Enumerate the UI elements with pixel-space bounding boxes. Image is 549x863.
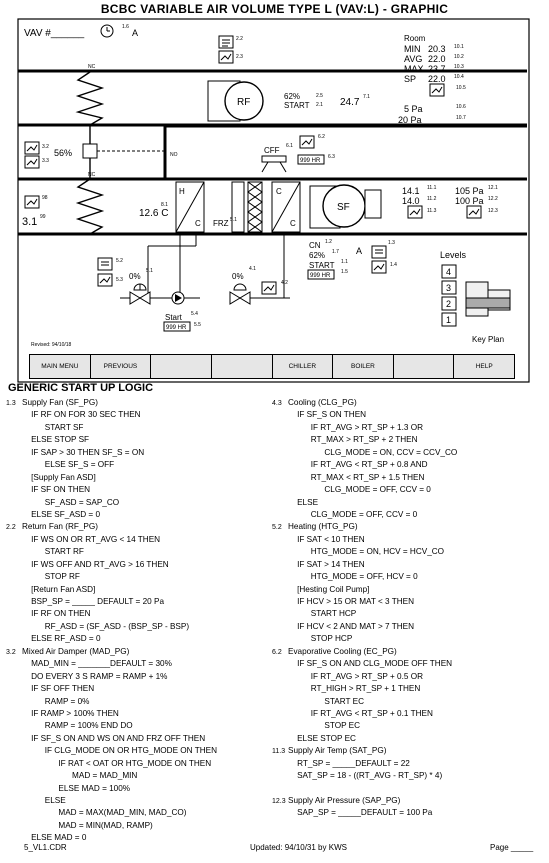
- svg-text:11.1: 11.1: [427, 185, 437, 191]
- svg-text:22.0: 22.0: [428, 74, 446, 84]
- room-heading: Room: [404, 34, 426, 43]
- logic-line-text: CLG_MODE = OFF, CCV = 0: [288, 509, 418, 519]
- cff-trend-box[interactable]: [300, 136, 314, 148]
- cn-status: START: [309, 261, 335, 270]
- svg-text:5.2: 5.2: [116, 258, 123, 264]
- logic-line: [6, 472, 217, 484]
- logic-line-text: IF SAP > 30 THEN SF_S = ON: [22, 447, 145, 457]
- svg-text:2.5: 2.5: [316, 93, 323, 99]
- logic-line: [6, 733, 217, 745]
- return-fan[interactable]: [208, 81, 263, 121]
- logic-line-text: IF WS OFF AND RT_AVG > 16 THEN: [22, 559, 169, 569]
- footer-page: Page _____: [490, 843, 534, 852]
- svg-text:10.7: 10.7: [456, 115, 466, 121]
- logic-title: GENERIC START UP LOGIC: [8, 382, 154, 394]
- logic-line: [272, 584, 457, 596]
- svg-text:12.1: 12.1: [488, 185, 498, 191]
- help-button[interactable]: HELP: [475, 363, 493, 370]
- logic-line: [272, 621, 457, 633]
- logic-line-text: IF SAT < 10 THEN: [288, 534, 365, 544]
- logic-line: [6, 783, 217, 795]
- logic-line: [6, 509, 217, 521]
- key-plan-map[interactable]: [466, 282, 510, 316]
- logic-line-number: 6.2: [272, 648, 282, 656]
- logic-line-text: ELSE MAD = 0: [22, 833, 87, 843]
- logic-line-text: Mixed Air Damper (MAD_PG): [22, 646, 130, 656]
- svg-text:1.1: 1.1: [341, 259, 348, 265]
- filter-bank: [232, 182, 262, 232]
- sat-2: 14.0: [402, 196, 420, 206]
- svg-text:1.2: 1.2: [325, 239, 332, 245]
- levels-heading: Levels: [440, 250, 467, 260]
- svg-text:6.3: 6.3: [328, 154, 335, 160]
- cff-hours: 999 HR: [300, 158, 321, 164]
- logic-line-text: MAD = MAX(MAD_MIN, MAD_CO): [22, 808, 187, 818]
- logic-line-text: STOP RF: [22, 572, 80, 582]
- heating-valve-percent: 0%: [129, 272, 141, 281]
- logic-line-text: START EC: [288, 696, 364, 706]
- logic-line-text: IF SF OFF THEN: [22, 684, 95, 694]
- room-readouts: [404, 44, 464, 84]
- logic-line: [272, 497, 457, 509]
- logic-line: [6, 447, 217, 459]
- logic-line: [6, 696, 217, 708]
- logic-line-text: Evaporative Cooling (EC_PG): [288, 646, 397, 656]
- level-2: 2: [446, 299, 452, 309]
- chiller-button[interactable]: CHILLER: [273, 355, 334, 378]
- svg-text:23.7: 23.7: [428, 64, 446, 74]
- logic-line: [272, 807, 457, 819]
- logic-line: [272, 571, 457, 583]
- logic-left-column: [6, 397, 217, 845]
- footer-filename: 5_VL1.CDR: [24, 843, 67, 852]
- previous-button[interactable]: PREVIOUS: [91, 355, 152, 378]
- svg-text:MIN: MIN: [404, 44, 421, 54]
- logic-line-text: SAT_SP = 18 - ((RT_AVG - RT_SP) * 4): [288, 771, 443, 781]
- logic-line-text: IF RF ON THEN: [22, 609, 91, 619]
- svg-text:11.2: 11.2: [427, 196, 437, 202]
- logic-line: [272, 397, 457, 409]
- logic-line: [6, 571, 217, 583]
- logic-line: [272, 795, 457, 807]
- boiler-button[interactable]: BOILER: [333, 355, 394, 378]
- menu-blank-button-2[interactable]: [212, 355, 273, 378]
- svg-text:12.3: 12.3: [488, 208, 498, 214]
- logic-line-number: 11.3: [272, 748, 286, 756]
- logic-line: [6, 683, 217, 695]
- svg-text:12.2: 12.2: [488, 196, 498, 202]
- svg-text:1.7: 1.7: [332, 249, 339, 255]
- logic-line-text: IF RAT < OAT OR HTG_MODE ON THEN: [22, 758, 212, 768]
- svg-text:C: C: [195, 219, 201, 228]
- logic-line-text: RF_ASD = (SF_ASD - (BSP_SP - BSP): [22, 621, 190, 631]
- svg-text:1.3: 1.3: [388, 240, 395, 246]
- svg-text:C: C: [290, 219, 296, 228]
- logic-line-text: IF SAT > 14 THEN: [288, 559, 365, 569]
- logic-line-text: Supply Air Temp (SAT_PG): [288, 746, 387, 756]
- svg-text:11.3: 11.3: [427, 208, 437, 214]
- svg-text:1.5: 1.5: [341, 269, 348, 275]
- logic-line-text: MAD = MAD_MIN: [22, 771, 138, 781]
- logic-line-text: Supply Fan (SF_PG): [22, 398, 98, 407]
- logic-line: [272, 646, 457, 658]
- logic-line-text: RT_SP = _____DEFAULT = 22: [288, 758, 410, 768]
- logic-line-text: BSP_SP = _____ DEFAULT = 20 Pa: [22, 597, 165, 606]
- sat-1: 14.1: [402, 186, 420, 196]
- sf-label: SF: [337, 202, 350, 213]
- level-3: 3: [446, 283, 452, 293]
- sap-2: 100 Pa: [455, 196, 484, 206]
- logic-line: [6, 608, 217, 620]
- logic-line: [6, 534, 217, 546]
- footer-updated: Updated: 94/10/31 by KWS: [250, 843, 347, 852]
- menu-blank-button-3[interactable]: [394, 355, 455, 378]
- svg-text:10.2: 10.2: [454, 54, 464, 60]
- logic-line-text: Return Fan (RF_PG): [22, 522, 98, 532]
- logic-line-text: CLG_MODE = ON, CCV = CCV_CO: [288, 447, 458, 457]
- damper-actuator[interactable]: [83, 144, 97, 158]
- logic-line: [6, 646, 217, 658]
- damper-percent: 56%: [54, 148, 73, 158]
- logic-line-text: MAD_MIN = _______DEFAULT = 30%: [22, 659, 172, 669]
- rf-label: RF: [237, 97, 251, 108]
- logic-right-column: [272, 397, 457, 820]
- sap-1: 105 Pa: [455, 186, 484, 196]
- logic-line-text: IF SF_S ON AND WS ON AND FRZ OFF THEN: [22, 733, 206, 743]
- logic-line: [272, 733, 457, 745]
- logic-line-text: START RF: [22, 547, 84, 557]
- logic-line-text: IF SF ON THEN: [22, 485, 91, 495]
- svg-text:10.6: 10.6: [456, 104, 466, 110]
- logic-line-text: Heating (HTG_PG): [288, 522, 358, 532]
- logic-line-text: START HCP: [288, 609, 357, 619]
- svg-text:2.3: 2.3: [236, 54, 243, 60]
- logic-line: [272, 459, 457, 471]
- logic-line: [6, 546, 217, 558]
- logic-line: [272, 546, 457, 558]
- logic-line: [272, 434, 457, 446]
- cn-hours: 999 HR: [310, 273, 331, 279]
- room-trend-box[interactable]: [430, 84, 444, 96]
- logic-line: [6, 484, 217, 496]
- logic-line: [6, 807, 217, 819]
- logic-line-text: ELSE RF_ASD = 0: [22, 634, 101, 644]
- logic-line-text: START SF: [22, 422, 84, 432]
- menu-bar: [29, 354, 515, 379]
- svg-text:MAX: MAX: [404, 64, 424, 74]
- damper-trend-box[interactable]: [25, 142, 39, 168]
- svg-text:22.0: 22.0: [428, 54, 446, 64]
- logic-line: [6, 758, 217, 770]
- logic-line: [6, 621, 217, 633]
- logic-line: [272, 683, 457, 695]
- logic-line: [272, 745, 457, 757]
- logic-line: [6, 720, 217, 732]
- svg-text:5.4: 5.4: [191, 311, 198, 317]
- logic-line: [6, 521, 217, 533]
- svg-text:5.5: 5.5: [194, 322, 201, 328]
- logic-line: [6, 820, 217, 832]
- logic-line-text: IF RT_AVG > RT_SP + 1.3 OR: [288, 422, 423, 432]
- svg-text:4.2: 4.2: [281, 280, 288, 286]
- pump-icon[interactable]: [172, 292, 184, 304]
- logic-line: [272, 422, 457, 434]
- logic-line-text: IF RF ON FOR 30 SEC THEN: [22, 410, 141, 420]
- rf-schedule-box[interactable]: [219, 36, 233, 63]
- logic-line: [6, 497, 217, 509]
- logic-line: [272, 447, 457, 459]
- logic-line: [272, 534, 457, 546]
- logic-line: [6, 596, 217, 608]
- rf-status: START: [284, 101, 310, 110]
- logic-line: [6, 459, 217, 471]
- logic-line-text: IF SF_S ON THEN: [288, 410, 367, 420]
- rf-speed: 62%: [284, 92, 301, 101]
- logic-line-text: IF SF_S ON AND CLG_MODE OFF THEN: [288, 659, 453, 669]
- svg-text:1.6: 1.6: [122, 24, 129, 30]
- svg-text:5.3: 5.3: [116, 277, 123, 283]
- svg-text:8.1: 8.1: [161, 202, 168, 208]
- heating-valve[interactable]: [130, 284, 150, 304]
- svg-text:10.4: 10.4: [454, 74, 464, 80]
- logic-line: [272, 783, 457, 795]
- svg-text:2.1: 2.1: [316, 102, 323, 108]
- svg-text:AVG: AVG: [404, 54, 423, 64]
- logic-line-text: Supply Air Pressure (SAP_PG): [288, 796, 401, 805]
- logic-line: [6, 795, 217, 807]
- cn-speed: 62%: [309, 251, 326, 260]
- logic-line-number: 4.3: [272, 400, 282, 407]
- logic-line: [272, 509, 457, 521]
- svg-text:1.4: 1.4: [390, 262, 397, 268]
- level-1: 1: [446, 315, 452, 325]
- vav-label: VAV #______: [24, 28, 85, 39]
- svg-text:4.1: 4.1: [249, 266, 256, 272]
- logic-line: [6, 708, 217, 720]
- logic-line-text: IF RT_AVG < RT_SP + 0.1 THEN: [288, 708, 433, 718]
- nc-top-label: NC: [88, 64, 96, 70]
- logic-line: [6, 397, 217, 409]
- logic-line-text: ELSE SF_ASD = 0: [22, 509, 101, 519]
- cn-boxes[interactable]: [372, 246, 386, 273]
- logic-line-number: 12.3: [272, 798, 286, 805]
- logic-line-text: IF HCV > 15 OR MAT < 3 THEN: [288, 597, 415, 606]
- logic-line-text: ELSE STOP EC: [288, 733, 356, 743]
- logic-line-number: 5.2: [272, 524, 282, 532]
- key-plan-label: Key Plan: [472, 335, 505, 344]
- oa-trend-box[interactable]: [25, 196, 39, 208]
- svg-text:10.1: 10.1: [454, 44, 464, 50]
- logic-line: [272, 596, 457, 608]
- heating-valve-boxes[interactable]: [98, 258, 112, 286]
- cooling-valve[interactable]: [230, 284, 250, 304]
- sap-trend-box[interactable]: [467, 206, 481, 218]
- logic-line-text: RT_MAX < RT_SP + 1.5 THEN: [288, 472, 425, 482]
- logic-line-text: HTG_MODE = ON, HCV = HCV_CO: [288, 547, 445, 557]
- logic-line-number: 3.2: [6, 648, 16, 656]
- logic-line-text: DO EVERY 3 S RAMP = RAMP + 1%: [22, 671, 168, 681]
- logic-line-text: Cooling (CLG_PG): [288, 398, 357, 407]
- svg-text:10.3: 10.3: [454, 64, 464, 70]
- svg-text:5.1: 5.1: [230, 217, 237, 223]
- svg-text:3.3: 3.3: [42, 158, 49, 164]
- logic-line: [272, 521, 457, 533]
- logic-line-text: [Hesting Coil Pump]: [288, 584, 370, 594]
- logic-line-text: SF_ASD = SAP_CO: [22, 497, 120, 507]
- svg-text:SP: SP: [404, 74, 417, 84]
- logic-line-text: IF WS ON OR RT_AVG < 14 THEN: [22, 534, 161, 544]
- clock-mode: A: [132, 28, 139, 38]
- logic-line: [6, 559, 217, 571]
- logic-line-text: RT_HIGH > RT_SP + 1 THEN: [288, 684, 421, 694]
- svg-text:20.3: 20.3: [428, 44, 446, 54]
- oa-value: 3.1: [22, 216, 38, 228]
- logic-line-text: MAD = MIN(MAD, RAMP): [22, 820, 153, 830]
- level-4: 4: [446, 267, 452, 277]
- logic-line: [272, 658, 457, 670]
- logic-line: [272, 484, 457, 496]
- svg-text:98: 98: [42, 195, 48, 201]
- main-menu-button[interactable]: MAIN MENU: [30, 355, 91, 378]
- frz-label: FRZ: [213, 219, 229, 228]
- mixed-temp: 12.6 C: [139, 208, 169, 219]
- logic-line-text: HTG_MODE = OFF, HCV = 0: [288, 572, 418, 582]
- logic-line-text: STOP HCP: [288, 634, 353, 644]
- room-pressure-1: 5 Pa: [404, 104, 423, 114]
- svg-text:C: C: [276, 187, 282, 196]
- svg-text:H: H: [179, 187, 185, 196]
- logic-line-text: ELSE MAD = 100%: [22, 783, 131, 793]
- no-label: NO: [170, 152, 178, 158]
- logic-line-text: ELSE: [22, 796, 66, 805]
- logic-line-text: STOP EC: [288, 721, 361, 731]
- logic-line-text: IF RT_AVG > RT_SP + 0.5 OR: [288, 671, 423, 681]
- logic-line-text: RAMP = 100% END DO: [22, 721, 133, 731]
- clock-icon[interactable]: [101, 25, 113, 37]
- logic-line: [272, 708, 457, 720]
- logic-line: [272, 409, 457, 421]
- logic-line: [272, 633, 457, 645]
- logic-line-text: SAP_SP = _____DEFAULT = 100 Pa: [288, 808, 433, 818]
- svg-text:7.1: 7.1: [363, 94, 370, 100]
- logic-line: [6, 584, 217, 596]
- cooling-valve-percent: 0%: [232, 272, 244, 281]
- rf-temp: 24.7: [340, 97, 360, 108]
- logic-line-text: RAMP = 0%: [22, 696, 90, 706]
- logic-line-text: IF RT_AVG < RT_SP + 0.8 AND: [288, 460, 428, 470]
- logic-line-text: ELSE STOP SF: [22, 435, 90, 445]
- svg-text:10.5: 10.5: [456, 85, 466, 91]
- revised-date: Revised: 94/10/18: [31, 342, 72, 348]
- logic-line: [6, 658, 217, 670]
- menu-blank-button-1[interactable]: [151, 355, 212, 378]
- cff-label: CFF: [264, 146, 280, 155]
- logic-line-text: CLG_MODE = OFF, CCV = 0: [288, 485, 431, 495]
- pump-hours: 999 HR: [166, 325, 187, 331]
- svg-text:99: 99: [40, 214, 46, 220]
- cn-label: CN: [309, 241, 321, 250]
- svg-text:6.2: 6.2: [318, 134, 325, 140]
- cn-mode: A: [356, 246, 363, 256]
- pump-status: Start: [165, 313, 182, 322]
- logic-line-text: ELSE: [288, 497, 319, 507]
- logic-line: [6, 633, 217, 645]
- logic-line-number: 1.3: [6, 400, 16, 407]
- room-pressure-2: 20 Pa: [398, 115, 422, 125]
- svg-text:3.2: 3.2: [42, 144, 49, 150]
- logic-line: [272, 671, 457, 683]
- logic-line-text: IF CLG_MODE ON OR HTG_MODE ON THEN: [22, 746, 218, 756]
- logic-line: [6, 745, 217, 757]
- vav-schematic: [0, 0, 549, 390]
- logic-line-text: ELSE SF_S = OFF: [22, 460, 115, 470]
- logic-line-text: RT_MAX > RT_SP + 2 THEN: [288, 435, 418, 445]
- logic-line-text: [Return Fan ASD]: [22, 584, 96, 594]
- logic-line: [272, 770, 457, 782]
- logic-line: [272, 472, 457, 484]
- logic-line-text: IF RAMP > 100% THEN: [22, 708, 119, 718]
- logic-line: [6, 422, 217, 434]
- logic-line-text: [Supply Fan ASD]: [22, 472, 96, 482]
- svg-text:5.1: 5.1: [146, 268, 153, 274]
- logic-line: [6, 770, 217, 782]
- logic-line: [6, 409, 217, 421]
- cooling-valve-box[interactable]: [262, 282, 276, 294]
- logic-line: [6, 434, 217, 446]
- svg-text:6.1: 6.1: [286, 143, 293, 149]
- logic-line: [272, 720, 457, 732]
- page-title: BCBC VARIABLE AIR VOLUME TYPE L (VAV:L) - GRAPHIC: [100, 2, 449, 16]
- logic-line: [272, 758, 457, 770]
- logic-line: [272, 608, 457, 620]
- nc-bottom-label: NC: [88, 172, 96, 178]
- logic-line: [272, 696, 457, 708]
- logic-line-text: IF HCV < 2 AND MAT > 7 THEN: [288, 621, 415, 631]
- sat-trend-box[interactable]: [408, 206, 422, 218]
- logic-line: [6, 671, 217, 683]
- logic-line-number: 2.2: [6, 524, 16, 532]
- logic-line: [272, 559, 457, 571]
- svg-text:2.2: 2.2: [236, 36, 243, 42]
